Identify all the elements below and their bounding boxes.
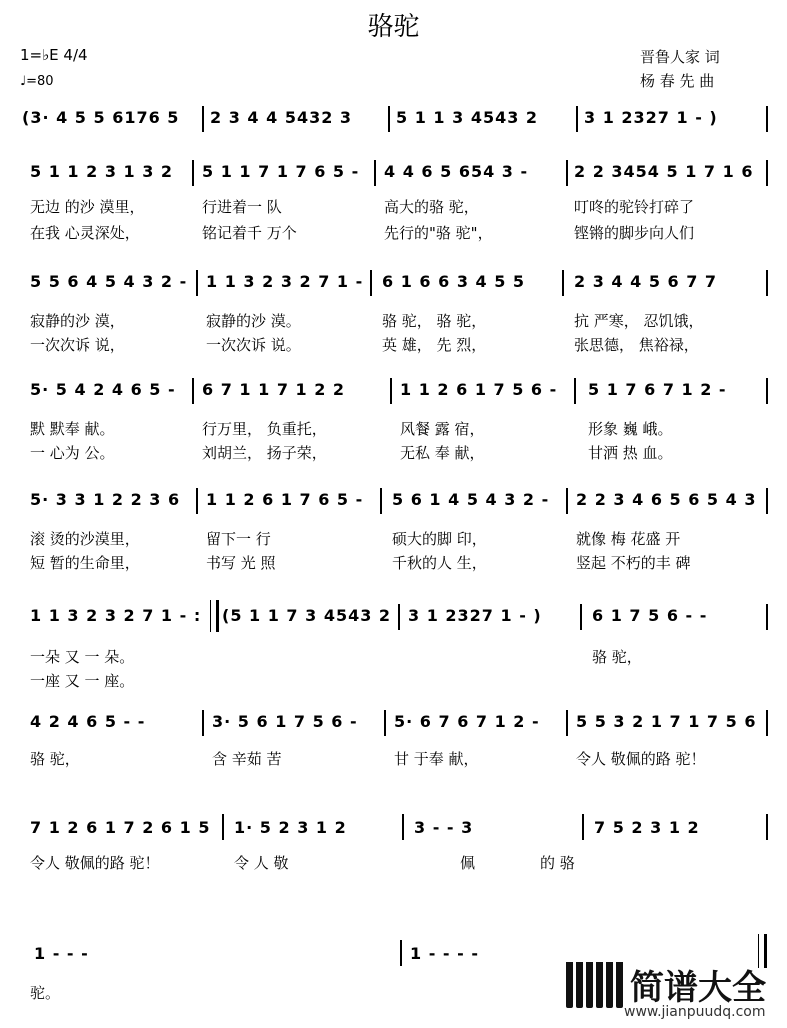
measure: 5 5 6 4 5 4 3 2 - [30, 272, 188, 291]
barline [400, 940, 402, 966]
measure: 7 1 2 6 1 7 2 6 1 5 [30, 818, 211, 837]
lyric-line: 骆 驼， [592, 648, 642, 666]
lyric-line: 令 人 敬 [234, 854, 289, 872]
barline [192, 378, 194, 404]
barline [192, 160, 194, 186]
measure: 2 2 3454 5 1 7 1 6 [574, 162, 754, 181]
measure: 6 7 1 1 7 1 2 2 [202, 380, 346, 399]
lyric-line: 令人 敬佩的路 驼！ [30, 854, 160, 872]
barline [202, 710, 204, 736]
lyric-line: 铭记着千 万个 [202, 224, 297, 242]
lyricist-credit: 晋鲁人家 词 [640, 48, 720, 66]
measure: 5· 6 7 6 7 1 2 - [394, 712, 540, 731]
key-signature: 1=♭E 4/4 [20, 46, 88, 64]
barline [580, 604, 582, 630]
measure: 1 1 3 2 3 2 7 1 - [206, 272, 364, 291]
piano-keys-icon [566, 962, 624, 1008]
lyric-line: 寂静的沙 漠， [30, 312, 125, 330]
lyric-line: 高大的骆 驼， [384, 198, 479, 216]
site-logo [566, 960, 781, 1024]
lyric-line: 佩 [460, 854, 476, 872]
barline [222, 814, 224, 840]
lyric-line: 叮咚的驼铃打碎了 [574, 198, 695, 216]
lyric-line: 一次次诉 说。 [206, 336, 301, 354]
barline [766, 378, 768, 404]
barline [196, 488, 198, 514]
measure: 6 1 6 6 3 4 5 5 [382, 272, 526, 291]
lyric-line: 含 辛茹 苦 [212, 750, 282, 768]
barline [390, 378, 392, 404]
measure: 1 1 2 6 1 7 6 5 - [206, 490, 364, 509]
lyric-line: 一次次诉 说， [30, 336, 125, 354]
measure: 1 1 2 6 1 7 5 6 - [400, 380, 558, 399]
lyric-line: 短 暂的生命里， [30, 554, 140, 572]
barline [766, 270, 768, 296]
barline [766, 160, 768, 186]
lyric-line: 骆 驼， 骆 驼， [382, 312, 487, 330]
barline [370, 270, 372, 296]
barline [574, 378, 576, 404]
barline [398, 604, 400, 630]
measure: 5 1 1 3 4543 2 [396, 108, 539, 127]
lyric-line: 英 雄， 先 烈， [382, 336, 487, 354]
barline [582, 814, 584, 840]
lyric-line: 滚 烫的沙漠里， [30, 530, 140, 548]
measure: 5 5 3 2 1 7 1 7 5 6 [576, 712, 757, 731]
barline [402, 814, 404, 840]
measure: 2 3 4 4 5 6 7 7 [574, 272, 718, 291]
lyric-line: 令人 敬佩的路 驼！ [576, 750, 706, 768]
measure: 3 - - 3 [414, 818, 474, 837]
measure: 7 5 2 3 1 2 [594, 818, 700, 837]
measure: 2 2 3 4 6 5 6 5 4 3 [576, 490, 757, 509]
barline [562, 270, 564, 296]
barline [380, 488, 382, 514]
measure: 5 6 1 4 5 4 3 2 - [392, 490, 550, 509]
barline [766, 604, 768, 630]
lyric-line: 铿锵的脚步向人们 [574, 224, 695, 242]
lyric-line: 无边 的沙 漠里， [30, 198, 145, 216]
measure: (5 1 1 7 3 4543 2 [222, 606, 392, 625]
barline [766, 814, 768, 840]
lyric-line: 行万里， 负重托， [202, 420, 327, 438]
barline [566, 488, 568, 514]
lyric-line: 一 心为 公。 [30, 444, 115, 462]
lyric-line: 一座 又 一 座。 [30, 672, 135, 690]
lyric-line: 默 默奉 献。 [30, 420, 115, 438]
barline [384, 710, 386, 736]
barline [388, 106, 390, 132]
lyric-line: 形象 巍 峨。 [588, 420, 673, 438]
lyric-line: 的 骆 [540, 854, 575, 872]
barline [196, 270, 198, 296]
measure: 4 2 4 6 5 - - [30, 712, 146, 731]
measure: 3 1 2327 1 - ) [408, 606, 542, 625]
measure: 5 1 7 6 7 1 2 - [588, 380, 727, 399]
lyric-line: 先行的"骆 驼"， [384, 224, 493, 242]
logo-url: www.jianpuudq.com [624, 1004, 766, 1020]
measure: 2 3 4 4 5432 3 [210, 108, 353, 127]
song-title: 骆驼 [367, 12, 420, 42]
barline [566, 710, 568, 736]
measure: 3· 5 6 1 7 5 6 - [212, 712, 358, 731]
barline [766, 106, 768, 132]
measure: 3 1 2327 1 - ) [584, 108, 718, 127]
measure: 5· 5 4 2 4 6 5 - [30, 380, 176, 399]
lyric-line: 驼。 [30, 984, 61, 1002]
tempo-marking: ♩=80 [20, 74, 54, 89]
measure: 1 - - - - [410, 944, 479, 963]
lyric-line: 行进着一 队 [202, 198, 282, 216]
lyric-line: 甘 于奉 献， [394, 750, 479, 768]
measure: 1 1 3 2 3 2 7 1 - : [30, 606, 202, 625]
measure: 4 4 6 5 654 3 - [384, 162, 529, 181]
lyric-line: 甘洒 热 血。 [588, 444, 673, 462]
lyric-line: 书写 光 照 [206, 554, 276, 572]
lyric-line: 骆 驼， [30, 750, 80, 768]
lyric-line: 在我 心灵深处， [30, 224, 140, 242]
logo-title: 简谱大全 [630, 968, 766, 1008]
lyric-line: 寂静的沙 漠。 [206, 312, 301, 330]
barline [576, 106, 578, 132]
lyric-line: 刘胡兰， 扬子荣， [202, 444, 327, 462]
measure: 6 1 7 5 6 - - [592, 606, 708, 625]
measure: 1 - - - [34, 944, 89, 963]
barline [566, 160, 568, 186]
lyric-line: 抗 严寒， 忍饥饿， [574, 312, 704, 330]
measure: 1· 5 2 3 1 2 [234, 818, 347, 837]
lyric-line: 一朵 又 一 朵。 [30, 648, 135, 666]
lyric-line: 张思德， 焦裕禄， [574, 336, 699, 354]
lyric-line: 就像 梅 花盛 开 [576, 530, 681, 548]
lyric-line: 风餐 露 宿， [400, 420, 485, 438]
lyric-line: 千秋的人 生， [392, 554, 487, 572]
measure: 5· 3 3 1 2 2 3 6 [30, 490, 181, 509]
measure: 5 1 1 7 1 7 6 5 - [202, 162, 360, 181]
lyric-line: 留下一 行 [206, 530, 271, 548]
repeat-barline [210, 600, 219, 632]
barline [766, 488, 768, 514]
barline [766, 710, 768, 736]
measure: 5 1 1 2 3 1 3 2 [30, 162, 174, 181]
lyric-line: 无私 奉 献， [400, 444, 485, 462]
lyric-line: 竖起 不朽的丰 碑 [576, 554, 691, 572]
composer-credit: 杨 春 先 曲 [640, 72, 715, 90]
measure: (3· 4 5 5 6176 5 [22, 108, 180, 127]
barline [374, 160, 376, 186]
barline [202, 106, 204, 132]
lyric-line: 硕大的脚 印， [392, 530, 487, 548]
